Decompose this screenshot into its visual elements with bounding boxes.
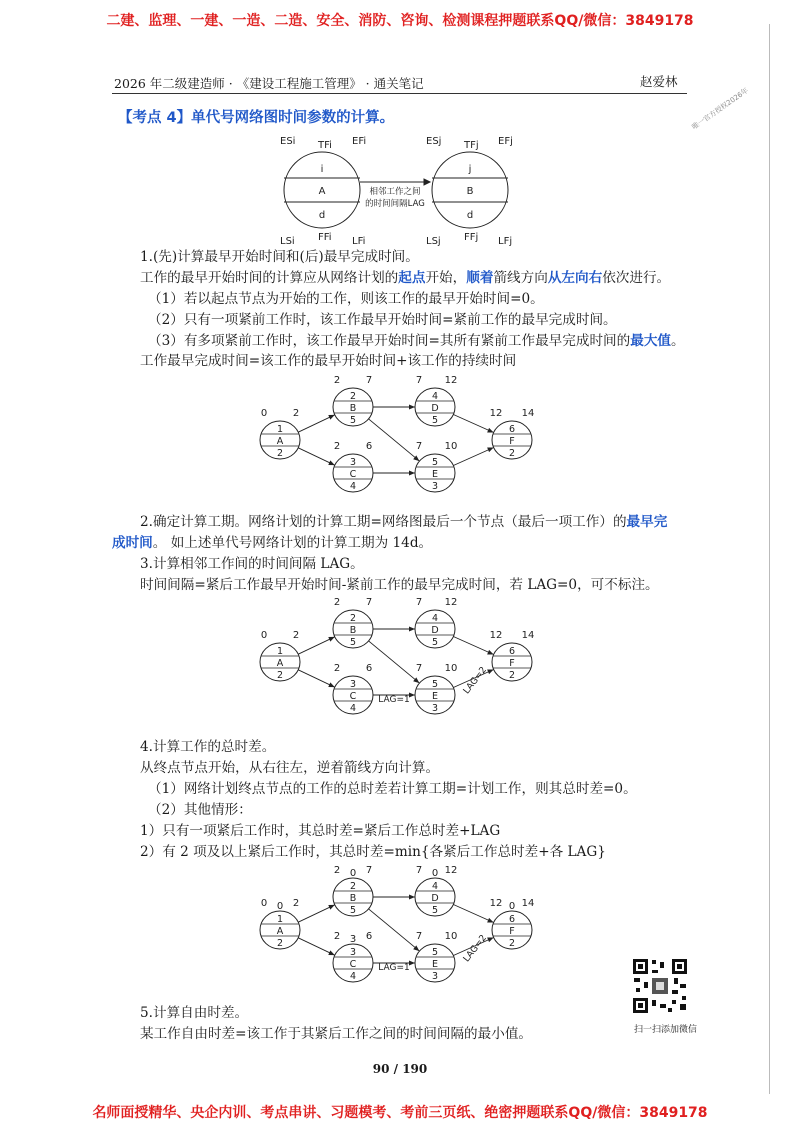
legend-ef-i: EFi: [352, 136, 367, 147]
node-es-F: 12: [489, 630, 503, 641]
step4-rule-4: 2）有 2 项及以上紧后工作时，其总时差=min{各紧后工作总时差+各 LAG}: [140, 844, 606, 860]
legend-lf-i: LFi: [352, 236, 366, 247]
step2-line-1: 2.确定计算工期。网络计划的计算工期=网络图最后一个节点（最后一项工作）的最早完: [140, 514, 668, 530]
svg-text:d: d: [466, 210, 474, 221]
node-ef-C: 6: [365, 441, 373, 452]
node-duration-E: 3: [431, 481, 439, 492]
node-name-B: B: [349, 403, 357, 414]
node-name-C: C: [349, 691, 357, 702]
node-id-E: 5: [431, 679, 439, 690]
arrowhead-C-E: [409, 961, 415, 966]
node-duration-D: 5: [431, 415, 439, 426]
node-duration-F: 2: [508, 938, 516, 949]
arrow-D-F: [453, 904, 493, 922]
node-duration-D: 5: [431, 905, 439, 916]
node-name-D: D: [431, 893, 439, 904]
node-ef-D: 12: [444, 597, 458, 608]
arrowhead-D-F: [487, 650, 493, 655]
node-es-F: 12: [489, 408, 503, 419]
node-ef-A: 2: [292, 630, 300, 641]
node-id-E: 5: [431, 947, 439, 958]
top-promo-banner: 二建、监理、一建、一造、二造、安全、消防、咨询、检测课程押题联系QQ/微信：3849178: [106, 13, 694, 29]
arrow-A-B: [298, 415, 335, 432]
section-title: 【考点 4】单代号网络图时间参数的计算。: [118, 110, 395, 126]
node-id-F: 6: [508, 914, 516, 925]
node-id-A: 1: [276, 424, 284, 435]
node-name-B: B: [349, 625, 357, 636]
legend-es-j: ESj: [426, 136, 442, 147]
node-id-F: 6: [508, 646, 516, 657]
node-id-C: 3: [349, 947, 357, 958]
node-id-A: 1: [276, 914, 284, 925]
node-id-B: 2: [349, 881, 357, 892]
node-ef-B: 7: [365, 597, 373, 608]
svg-text:B: B: [466, 186, 474, 197]
arrowhead-D-F: [487, 428, 493, 433]
arrowhead-B-D: [409, 895, 415, 900]
lag-c-e-label: LAG=1: [378, 695, 410, 705]
network-diagram-2: [250, 592, 550, 732]
page-right-border: [769, 24, 770, 1094]
svg-text:A: A: [318, 186, 326, 197]
node-es-F: 12: [489, 898, 503, 909]
node-duration-C: 4: [349, 703, 357, 714]
step2-line-2: 成时间。 如上述单代号网络计划的计算工期为 14d。: [112, 535, 433, 551]
node-duration-F: 2: [508, 670, 516, 681]
node-es-A: 0: [260, 630, 268, 641]
node-name-C: C: [349, 469, 357, 480]
node-duration-A: 2: [276, 938, 284, 949]
step3-body: 时间间隔=紧后工作最早开始时间-紧前工作的最早完成时间，若 LAG=0，可不标注。: [140, 577, 659, 593]
node-ef-F: 14: [521, 898, 535, 909]
node-name-E: E: [431, 469, 439, 480]
node-es-D: 7: [415, 865, 423, 876]
legend-arrow-label-2: 的时间间隔LAG: [365, 199, 425, 209]
qr-caption: 扫一扫添加微信: [634, 1025, 698, 1035]
node-es-C: 2: [333, 931, 341, 942]
node-name-F: F: [509, 926, 515, 937]
arrow-B-E: [369, 909, 423, 951]
arrow-E-F: [453, 447, 493, 465]
legend-tf-j: TFj: [464, 140, 479, 151]
node-tf-B: 0: [349, 868, 357, 879]
arrowhead-C-E: [409, 693, 415, 698]
node-ef-E: 10: [444, 663, 458, 674]
node-name-F: F: [509, 658, 515, 669]
node-id-E: 5: [431, 457, 439, 468]
step5-heading: 5.计算自由时差。: [140, 1005, 249, 1021]
node-es-D: 7: [415, 597, 423, 608]
arrowhead-E-F: [487, 447, 493, 452]
arrowhead-B-D: [409, 405, 415, 410]
node-duration-C: 4: [349, 481, 357, 492]
step3-heading: 3.计算相邻工作间的时间间隔 LAG。: [140, 556, 364, 572]
arrowhead-C-E: [409, 471, 415, 476]
step4-body: 从终点节点开始，从右往左，逆着箭线方向计算。: [140, 760, 440, 776]
legend-arrow-label-1: 相邻工作之间: [369, 187, 421, 197]
node-es-A: 0: [260, 408, 268, 419]
header-author: 赵爱林: [640, 74, 678, 89]
node-duration-E: 3: [431, 971, 439, 982]
node-ef-A: 2: [292, 898, 300, 909]
bottom-promo-banner: 名师面授精华、央企内训、考点串讲、习题模考、考前三页纸、绝密押题联系QQ/微信：3849178: [92, 1105, 708, 1121]
step4-rule-2: （2）其他情形：: [148, 802, 252, 818]
node-id-F: 6: [508, 424, 516, 435]
node-ef-C: 6: [365, 663, 373, 674]
arrow-D-F: [453, 636, 493, 654]
node-name-B: B: [349, 893, 357, 904]
watermark-stamp: 唯一官方授权2026年: [690, 86, 750, 132]
node-duration-B: 5: [349, 415, 357, 426]
node-id-A: 1: [276, 646, 284, 657]
arrow-D-F: [453, 414, 493, 432]
node-duration-C: 4: [349, 971, 357, 982]
step4-rule-1: （1）网络计划终点节点的工作的总时差若计算工期=计划工作，则其总时差=0。: [148, 781, 637, 797]
node-legend-diagram: [270, 128, 540, 248]
node-tf-F: 0: [508, 901, 516, 912]
arrowhead-D-F: [487, 918, 493, 923]
node-duration-B: 5: [349, 905, 357, 916]
step4-heading: 4.计算工作的总时差。: [140, 739, 276, 755]
node-tf-D: 0: [431, 868, 439, 879]
step1-rule-2: （2）只有一项紧前工作时，该工作最早开始时间=紧前工作的最早完成时间。: [148, 312, 617, 328]
legend-es-i: ESi: [280, 136, 296, 147]
svg-text:j: j: [468, 164, 472, 175]
legend-tf-i: TFi: [318, 140, 332, 151]
arrowhead-B-D: [409, 627, 415, 632]
node-ef-E: 10: [444, 441, 458, 452]
node-ef-C: 6: [365, 931, 373, 942]
node-id-D: 4: [431, 613, 439, 624]
lag-e-f-label: LAG=2: [461, 665, 490, 697]
node-id-C: 3: [349, 679, 357, 690]
node-duration-D: 5: [431, 637, 439, 648]
header-rule: [112, 93, 687, 94]
node-ef-D: 12: [444, 375, 458, 386]
header-book-title: 2026 年二级建造师 · 《建设工程施工管理》 · 通关笔记: [114, 76, 424, 91]
arrow-B-E: [369, 419, 423, 461]
arrow-A-C: [298, 938, 335, 955]
node-name-A: A: [276, 658, 284, 669]
lag-e-f-label: LAG=2: [461, 933, 490, 965]
legend-ls-j: LSj: [426, 236, 441, 247]
node-name-D: D: [431, 403, 439, 414]
node-duration-A: 2: [276, 670, 284, 681]
node-es-E: 7: [415, 441, 423, 452]
node-name-E: E: [431, 691, 439, 702]
step1-ef-formula: 工作最早完成时间=该工作的最早开始时间+该工作的持续时间: [140, 353, 517, 369]
node-es-B: 2: [333, 375, 341, 386]
step1-rule-1: （1）若以起点节点为开始的工作，则该工作的最早开始时间=0。: [148, 291, 544, 307]
node-es-E: 7: [415, 663, 423, 674]
arrow-A-B: [298, 637, 335, 654]
node-id-D: 4: [431, 391, 439, 402]
node-duration-E: 3: [431, 703, 439, 714]
legend-lf-j: LFj: [498, 236, 513, 247]
step1-heading: 1.(先)计算最早开始时间和(后)最早完成时间。: [140, 249, 419, 265]
network-diagram-3: [250, 860, 550, 1000]
node-name-A: A: [276, 926, 284, 937]
node-ef-E: 10: [444, 931, 458, 942]
node-es-A: 0: [260, 898, 268, 909]
node-name-E: E: [431, 959, 439, 970]
lag-c-e-label: LAG=1: [378, 963, 410, 973]
step4-rule-3: 1）只有一项紧后工作时，其总时差=紧后工作总时差+LAG: [140, 823, 501, 839]
node-ef-D: 12: [444, 865, 458, 876]
step1-rule-3: （3）有多项紧前工作时，该工作最早开始时间=其所有紧前工作最早完成时间的最大值。: [148, 333, 685, 349]
arrow-B-E: [369, 641, 423, 683]
node-ef-F: 14: [521, 408, 535, 419]
node-ef-A: 2: [292, 408, 300, 419]
svg-text:i: i: [320, 164, 324, 175]
node-es-C: 2: [333, 663, 341, 674]
node-es-C: 2: [333, 441, 341, 452]
node-name-A: A: [276, 436, 284, 447]
node-tf-C: 3: [349, 934, 357, 945]
node-es-B: 2: [333, 865, 341, 876]
node-tf-A: 0: [276, 901, 284, 912]
step1-rule-line: 工作的最早开始时间的计算应从网络计划的起点开始，顺着箭线方向从左向右依次进行。: [140, 270, 671, 286]
svg-text:d: d: [318, 210, 326, 221]
node-es-E: 7: [415, 931, 423, 942]
node-ef-F: 14: [521, 630, 535, 641]
legend-ff-j: FFj: [464, 232, 479, 243]
node-name-C: C: [349, 959, 357, 970]
step5-body: 某工作自由时差=该工作于其紧后工作之间的时间间隔的最小值。: [140, 1026, 533, 1042]
node-duration-F: 2: [508, 448, 516, 459]
node-ef-B: 7: [365, 865, 373, 876]
legend-ff-i: FFi: [318, 232, 332, 243]
node-ef-B: 7: [365, 375, 373, 386]
arrow-A-C: [298, 448, 335, 465]
node-id-C: 3: [349, 457, 357, 468]
page-number: 90 / 190: [372, 1062, 428, 1076]
node-es-D: 7: [415, 375, 423, 386]
arrow-A-B: [298, 905, 335, 922]
legend-ef-j: EFj: [498, 136, 513, 147]
node-id-D: 4: [431, 881, 439, 892]
node-es-B: 2: [333, 597, 341, 608]
node-duration-B: 5: [349, 637, 357, 648]
node-id-B: 2: [349, 613, 357, 624]
node-name-D: D: [431, 625, 439, 636]
legend-ls-i: LSi: [280, 236, 295, 247]
qr-code-icon[interactable]: [632, 958, 688, 1014]
arrow-A-C: [298, 670, 335, 687]
node-duration-A: 2: [276, 448, 284, 459]
node-id-B: 2: [349, 391, 357, 402]
network-diagram-1: [250, 370, 550, 510]
node-name-F: F: [509, 436, 515, 447]
